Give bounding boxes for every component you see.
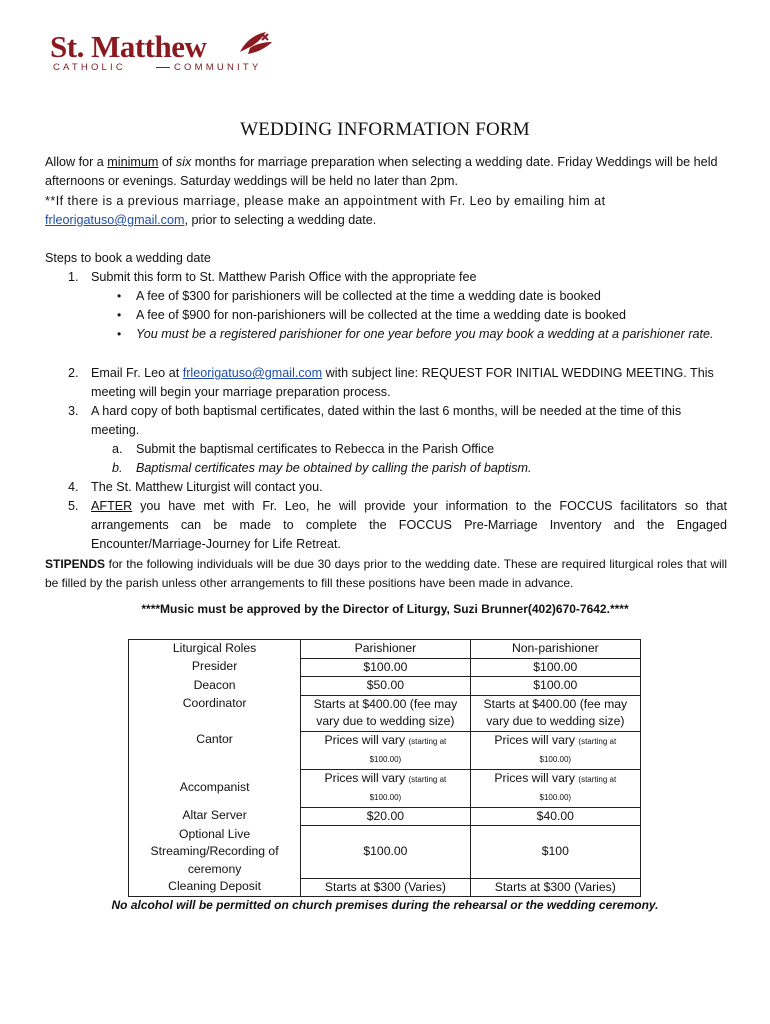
fee-note: (starting at: [578, 774, 617, 784]
intro-minimum: minimum: [107, 155, 159, 169]
non-parishioner-fee: Starts at $300 (Varies): [470, 878, 640, 897]
step-3b-text: Baptismal certificates may be obtained by calling the parish of baptism.: [136, 461, 532, 475]
role-cell: Accompanist: [129, 769, 301, 807]
parish-logo: [50, 30, 290, 80]
step-5-number: 5.: [68, 499, 79, 513]
parishioner-fee: $50.00: [301, 677, 470, 696]
table-row: [129, 769, 641, 807]
parishioner-fee: $100.00: [301, 826, 470, 879]
non-parishioner-fee: $40.00: [470, 807, 640, 826]
step-1-bullet-1: A fee of $300 for parishioners will be collected at the time a wedding date is booked: [136, 289, 601, 303]
role-cell: Coordinator: [129, 695, 301, 731]
fee-main: Prices will vary: [324, 732, 406, 747]
fee-note: (starting at: [408, 774, 447, 784]
form-title: WEDDING INFORMATION FORM: [240, 119, 530, 140]
logo-catholic: CATHOLIC: [53, 62, 126, 73]
fee-note-amount: $100.00): [369, 793, 402, 802]
stipend-table: [128, 639, 641, 897]
logo-community: COMMUNITY: [174, 62, 262, 73]
table-row: [129, 658, 641, 677]
steps-heading: Steps to book a wedding date: [45, 251, 211, 265]
table-header-row: [129, 640, 641, 659]
non-parishioner-fee: Starts at $400.00 (fee may vary due to wedding size): [470, 695, 640, 731]
non-parishioner-fee: $100.00: [470, 677, 640, 696]
fee-note: (starting at: [578, 736, 617, 746]
header-parishioner: Parishioner: [301, 640, 470, 659]
step-3a-label: a.: [112, 442, 123, 456]
table-row: [129, 695, 641, 731]
non-parishioner-fee: [470, 769, 640, 807]
intro-six: six: [175, 155, 192, 169]
logo-rule: [156, 67, 170, 68]
step-2-text-b: with subject line: REQUEST FOR INITIAL WEDDING MEETING. This meeting will begin your marriage preparation process.: [91, 366, 714, 399]
fee-main: Prices will vary: [494, 770, 576, 785]
non-parishioner-fee: $100: [470, 826, 640, 879]
table-row: [129, 807, 641, 826]
stipends-paragraph: [45, 555, 727, 593]
stipends-text: for the following individuals will be due 30 days prior to the wedding date. These are required liturgical roles that will be filled by the parish unless other arrangements to fill these positions have been made in advance.: [45, 557, 727, 590]
fee-main: Prices will vary: [324, 770, 406, 785]
table-row: [129, 731, 641, 769]
fee-note-amount: $100.00): [539, 793, 572, 802]
table-row: [129, 878, 641, 897]
fee-note-amount: $100.00): [369, 755, 402, 764]
music-approval-note: ****Music must be approved by the Director of Liturgy, Suzi Brunner(402)670-7642.****: [141, 602, 629, 616]
role-cell: Deacon: [129, 677, 301, 696]
step-3-text: A hard copy of both baptismal certificates, dated within the last 6 months, will be needed at the time of this meeting.: [91, 404, 682, 437]
stipends-label: STIPENDS: [45, 557, 106, 571]
role-cell: Presider: [129, 658, 301, 677]
step-5-body: you have met with Fr. Leo, he will provide your information to the FOCCUS facilitators so that arrangements can be made to complete the FOCCUS Pre-Marriage Inventory and the Engaged Encounter/Marriage-Journey for Life Retreat.: [91, 499, 727, 551]
step-5-text: [91, 497, 727, 554]
parishioner-fee: [301, 769, 470, 807]
header-liturgical-roles: Liturgical Roles: [129, 640, 301, 659]
parishioner-fee: Starts at $400.00 (fee may vary due to wedding size): [301, 695, 470, 731]
table-row: [129, 677, 641, 696]
step-4-number: 4.: [68, 480, 79, 494]
parishioner-fee: Starts at $300 (Varies): [301, 878, 470, 897]
step-4-text: The St. Matthew Liturgist will contact you.: [91, 480, 323, 494]
bullet-icon: •: [117, 308, 122, 322]
role-cell: Altar Server: [129, 807, 301, 826]
bullet-icon: •: [117, 327, 122, 341]
step-2-number: 2.: [68, 366, 79, 380]
intro-paragraph: [45, 153, 727, 191]
step-1-bullet-3: You must be a registered parishioner for one year before you may book a wedding at a parishioner rate.: [136, 327, 714, 341]
step-5-after: AFTER: [91, 499, 133, 513]
step-2-text: [91, 364, 727, 402]
non-parishioner-fee: $100.00: [470, 658, 640, 677]
step-3a-text: Submit the baptismal certificates to Rebecca in the Parish Office: [136, 442, 495, 456]
previous-marriage-note: **If there is a previous marriage, please make an appointment with Fr. Leo by emailing him at: [45, 194, 606, 208]
note-end-text: , prior to selecting a wedding date.: [184, 213, 377, 227]
dove-icon: [236, 30, 276, 60]
step-3b-label: b.: [112, 461, 123, 475]
intro-text-c: months for marriage preparation when selecting a wedding date. Friday Weddings will be held afternoons or evenings. Saturday weddings will be held no later than 2pm.: [45, 155, 718, 188]
step-2-text-a: Email Fr. Leo at: [91, 366, 183, 380]
intro-text-a: Allow for a: [45, 155, 108, 169]
step-3-number: 3.: [68, 404, 79, 418]
intro-text-b: of: [158, 155, 176, 169]
role-cell: Optional Live Streaming/Recording of ceremony: [129, 826, 301, 879]
step-1-number: 1.: [68, 270, 79, 284]
parishioner-fee: [301, 731, 470, 769]
role-cell: Cantor: [129, 731, 301, 769]
logo-name: St. Matthew: [50, 29, 207, 64]
fee-note: (starting at: [408, 736, 447, 746]
table-row: [129, 826, 641, 879]
parishioner-fee: $100.00: [301, 658, 470, 677]
non-parishioner-fee: [470, 731, 640, 769]
alcohol-policy-note: No alcohol will be permitted on church premises during the rehearsal or the wedding ceremony.: [111, 898, 659, 912]
header-non-parishioner: Non-parishioner: [470, 640, 640, 659]
parishioner-fee: $20.00: [301, 807, 470, 826]
role-cell: Cleaning Deposit: [129, 878, 301, 897]
fee-main: Prices will vary: [494, 732, 576, 747]
step-1-text: Submit this form to St. Matthew Parish Office with the appropriate fee: [91, 270, 477, 284]
fee-note-amount: $100.00): [539, 755, 572, 764]
bullet-icon: •: [117, 289, 122, 303]
step-1-bullet-2: A fee of $900 for non-parishioners will be collected at the time a wedding date is booked: [136, 308, 627, 322]
email-link-leo-2[interactable]: frleorigatuso@gmail.com: [182, 366, 323, 380]
email-link-leo[interactable]: frleorigatuso@gmail.com: [45, 213, 185, 227]
previous-marriage-note-end: [45, 211, 727, 230]
